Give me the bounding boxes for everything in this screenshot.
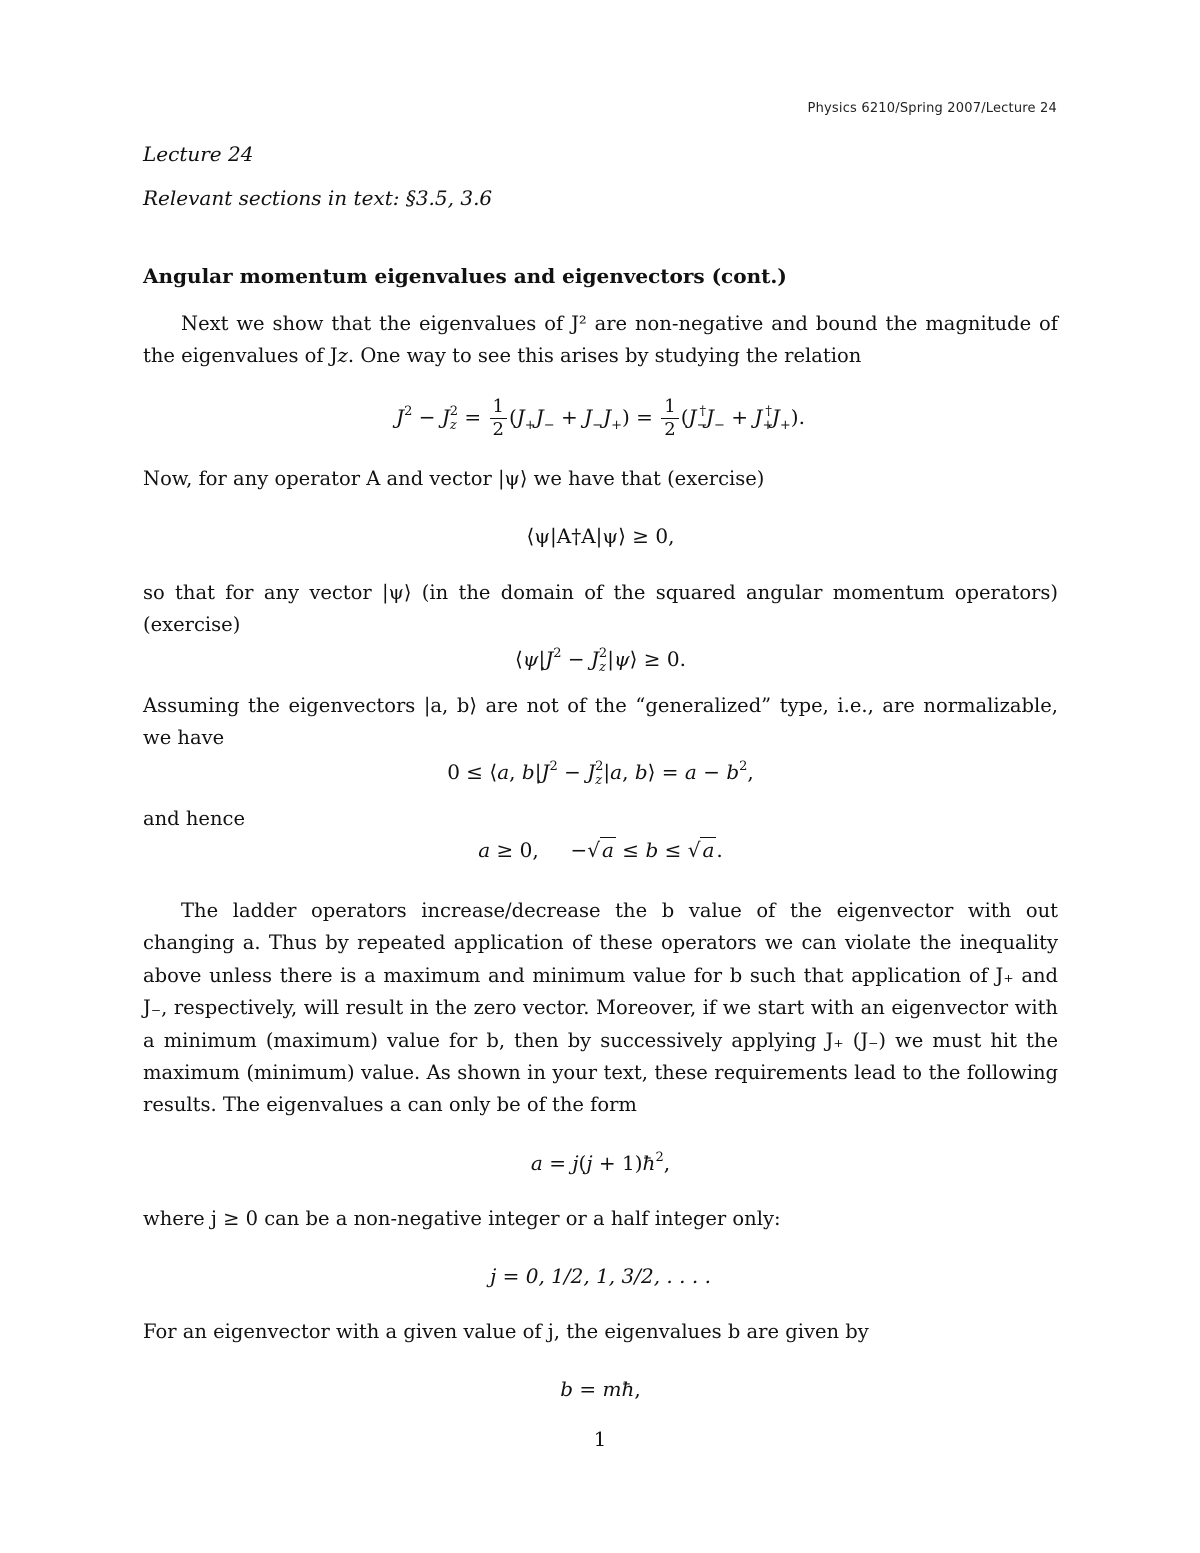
page-number: 1 — [593, 1427, 607, 1451]
equation-a-minus-b-squared: 0 ≤ ⟨a, $b|J^2 - J_z^2|a$, b⟩ = $a - b^2$, — [447, 759, 754, 788]
paragraph-operator-A: Now, for any operator A and vector |ψ⟩ we have that (exercise) — [143, 467, 765, 490]
paragraph-eigenvalue-bound: Next we show that the eigenvalues of J² are non-negative and bound the magnitude of the eigenvalues of J𝑧. One way to see this arises by studying the relation — [143, 312, 1058, 368]
section-heading: Angular momentum eigenvalues and eigenvectors (cont.) — [143, 264, 787, 288]
running-head: Physics 6210/Spring 2007/Lecture 24 — [807, 101, 1057, 116]
paragraph-b-eigenvalues: For an eigenvector with a given value of j, the eigenvalues b are given by — [143, 1320, 869, 1343]
relevant-sections: Relevant sections in text: §3.5, 3.6 — [143, 186, 493, 210]
paragraph-normalizable: Assuming the eigenvectors |a, b⟩ are not of the “generalized” type, i.e., are normalizable, we have — [143, 694, 1058, 750]
paragraph-ladder-operators: The ladder operators increase/decrease the b value of the eigenvector with out changing a. Thus by repeated application of these operators we can violate the inequality above unless there is a maximum and minimum value for b such that application of J₊ and J₋, respectively, will result in the zero vector. Moreover, if we start with an eigenvector with a minimum (maximum) value for b, then by successively applying J₊ (J₋) we must hit the maximum (minimum) value. As shown in your text, these requirements lead to the following results. The eigenvalues a can only be of the form — [143, 899, 1058, 1117]
lecture-title: Lecture 24 — [143, 142, 254, 166]
equation-a-eigenvalue: $a = j(j + 1)ħ^2$, — [530, 1150, 671, 1175]
equation-j-list: j = 0, 1/2, 1, 3/2, . . . . — [490, 1264, 711, 1288]
equation-b-equals-m-hbar: b = mħ, — [560, 1377, 641, 1401]
equation-bounds-on-b: a ≥ 0, −√ a ≤ b ≤ √ a . — [478, 838, 723, 862]
equation-expectation-inequality: $⟨\psi|J^2$ − $J_z^2|\psi⟩ \ge 0$. — [514, 646, 686, 675]
equation-positivity: ⟨ψ|A†A|ψ⟩ ≥ 0, — [526, 524, 675, 548]
paragraph-any-vector: so that for any vector |ψ⟩ (in the domain of the squared angular momentum operators) (exercise) — [143, 581, 1058, 637]
equation-j-squared-minus-jz-squared: $J^2 - J_z^2$ = $\frac{1}{2}$ $(J_+J_- + J_-J_+)$ = $\frac{1}{2}$ $(J_-^\dagger J_- + J_+^\dagger J_+)$. — [396, 396, 805, 440]
paragraph-and-hence: and hence — [143, 807, 245, 830]
paragraph-j-values: where j ≥ 0 can be a non-negative integer or a half integer only: — [143, 1207, 781, 1230]
